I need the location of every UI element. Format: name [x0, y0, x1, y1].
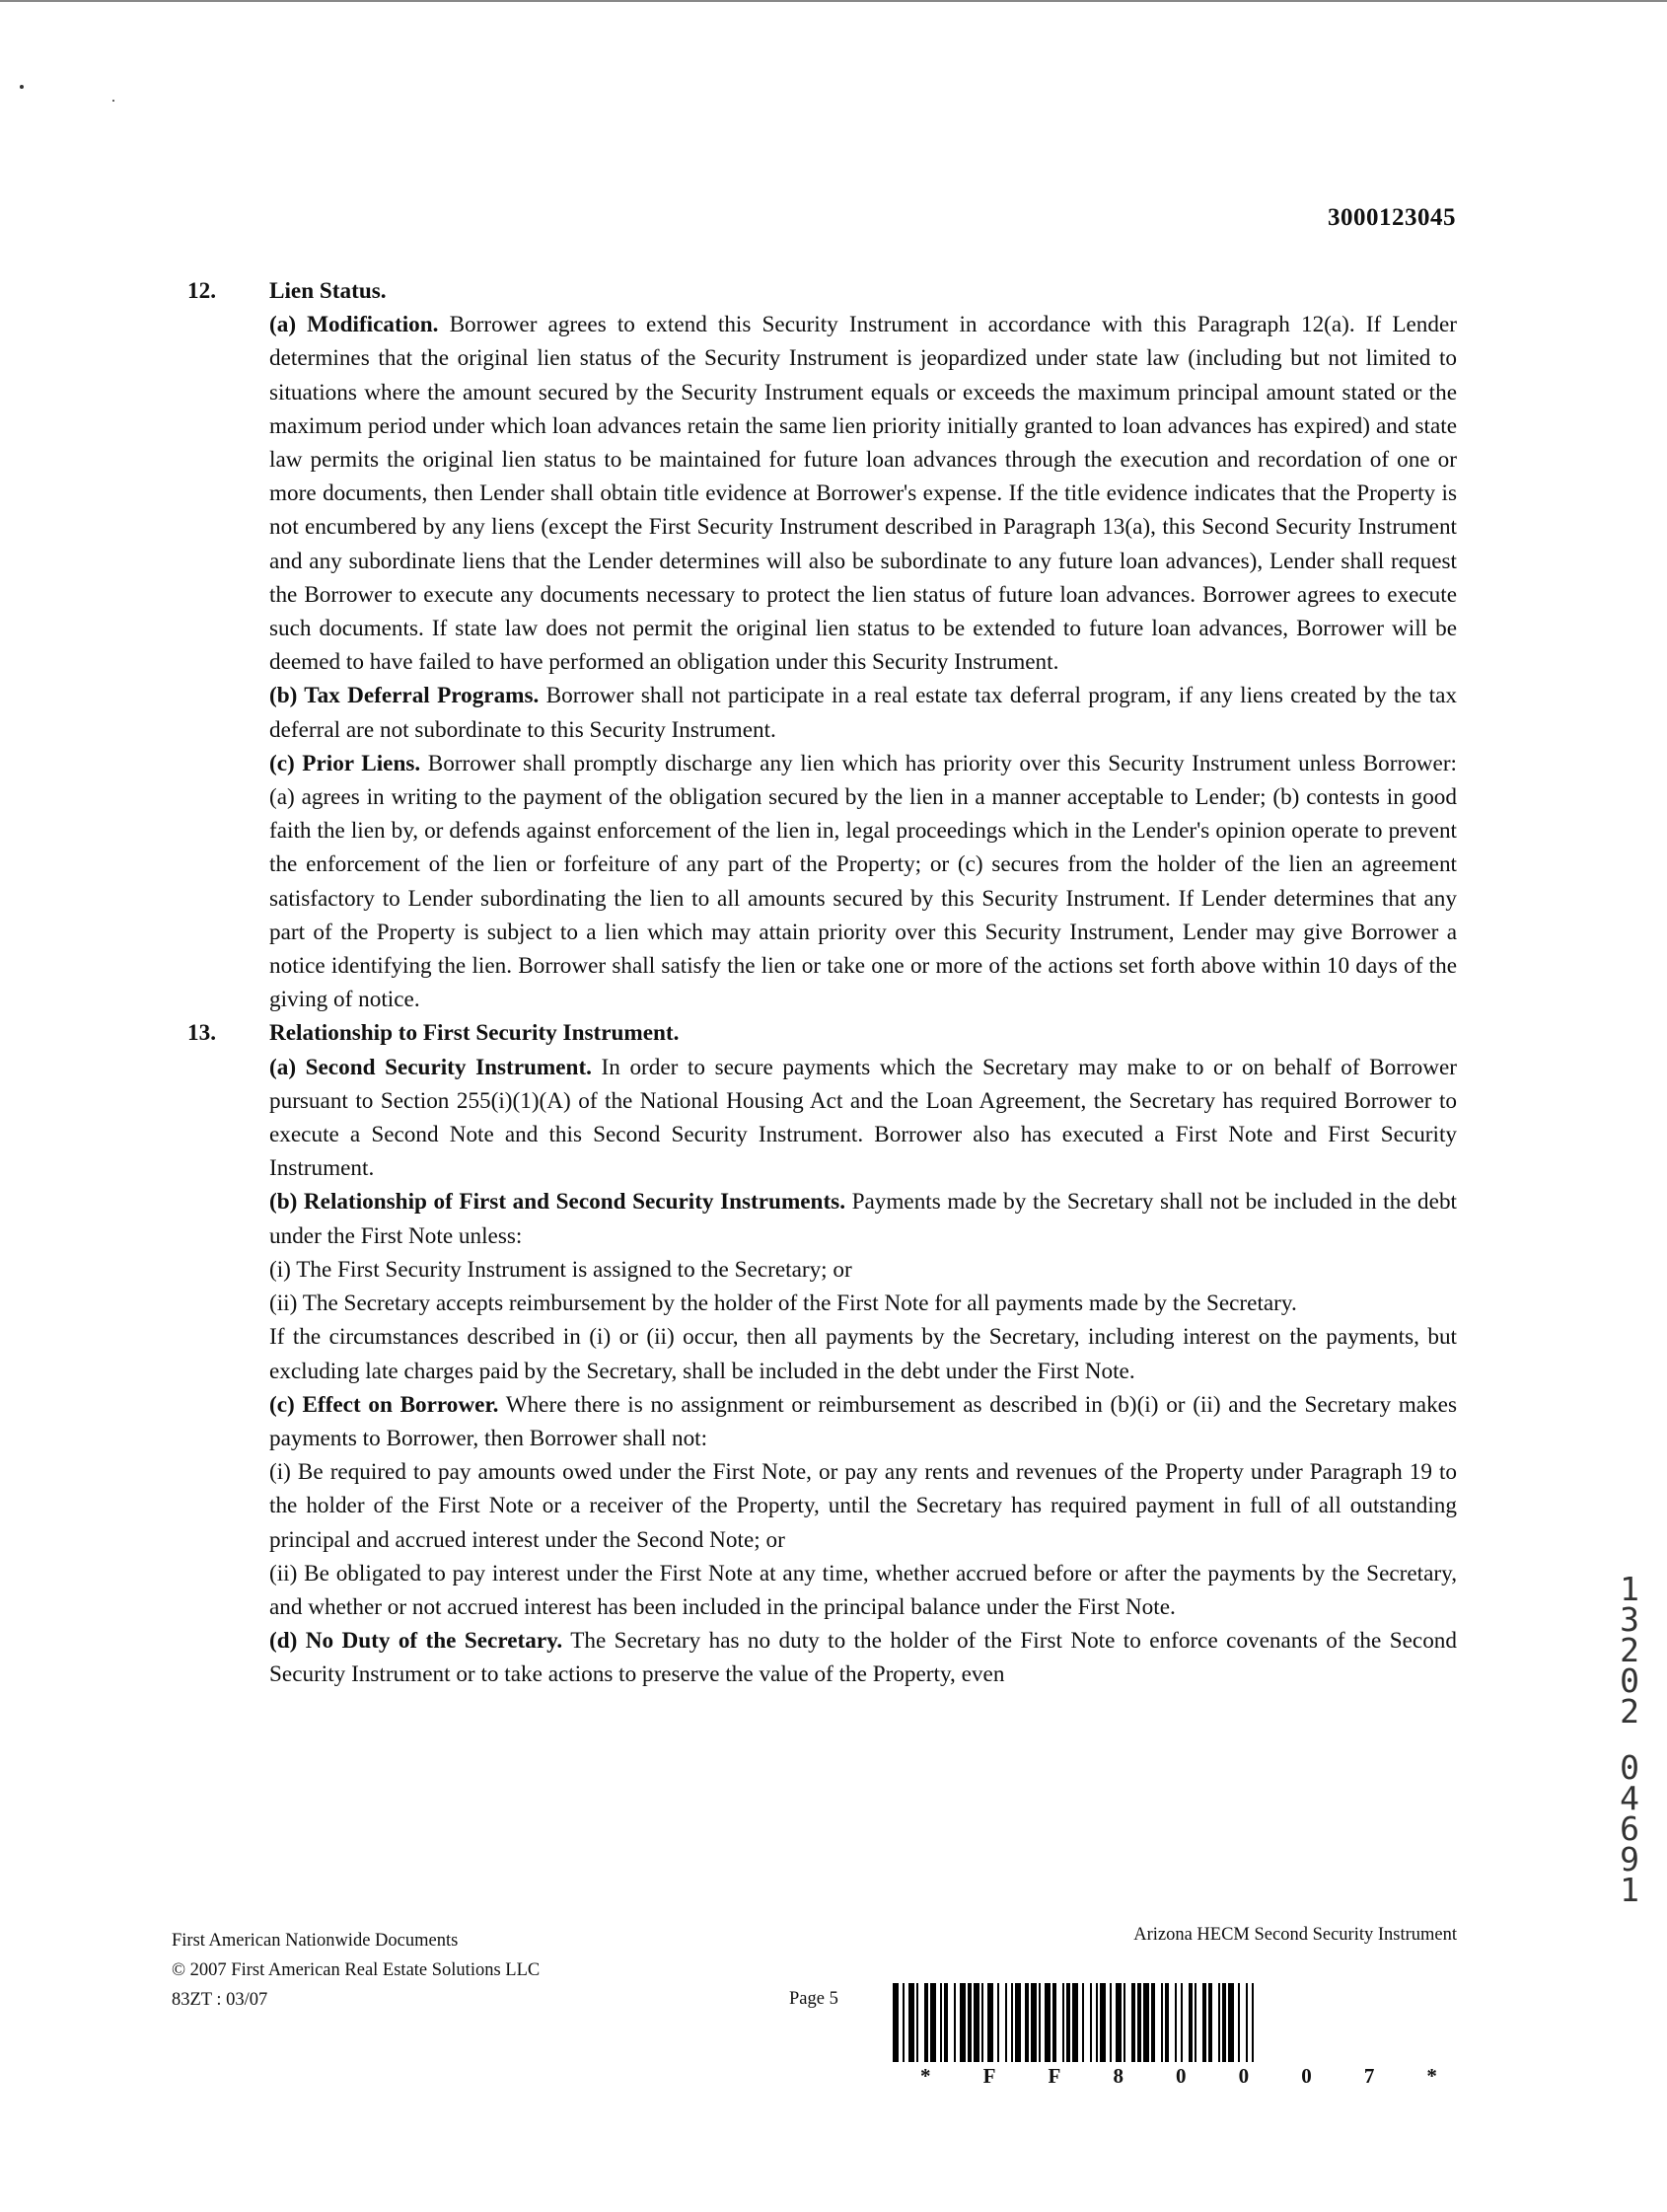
section-12	[187, 274, 1457, 1016]
margin-stamp-digit: 4	[1620, 1779, 1639, 1817]
barcode-char: *	[920, 2064, 931, 2088]
paragraph-text: Borrower agrees to extend this Security Instrument in accordance with this Paragraph 12(a). If Lender determines that the original lien status of the Security Instrument is jeopardized under state law (including but not limited to situations where the amount secured by the Security Instrument equals or exceeds the maximum principal amount stated or the maximum period under which loan advances retain the same lien priority initially granted to loan advances has expired) and state law permits the original lien status to be maintained for future loan advances through the execution and recordation of one or more documents, then Lender shall obtain title evidence at Borrower's expense. If the title evidence indicates that the Property is not encumbered by any liens (except the First Security Instrument described in Paragraph 13(a), this Second Security Instrument and any subordinate liens that the Lender determines will also be subordinate to any future loan advances), Lender shall request the Borrower to execute any documents necessary to protect the lien status of future loan advances. Borrower agrees to execute such documents. If state law does not permit the original lien status to be extended to future loan advances, Borrower will be deemed to have failed to have performed an obligation under this Security Instrument.	[269, 312, 1457, 676]
document-body	[187, 274, 1457, 1692]
scan-border-line	[0, 0, 1667, 2]
margin-stamp	[1616, 1570, 1643, 1909]
barcode-char: F	[1048, 2064, 1061, 2088]
paragraph-text: Borrower shall not participate in a real estate tax deferral program, if any liens created by the tax deferral are not subordinate to this Security Instrument.	[269, 683, 1457, 743]
barcode-char: 0	[1238, 2064, 1250, 2088]
paragraph-13b	[269, 1185, 1457, 1252]
margin-stamp-digit: 2	[1620, 1692, 1639, 1731]
paragraph-heading: (b) Relationship of First and Second Security Instruments.	[269, 1189, 845, 1216]
paragraph-heading: (d) No Duty of the Secretary.	[269, 1628, 563, 1655]
scan-speck	[20, 85, 24, 89]
paragraph-text: Where there is no assignment or reimbursement as described in (b)(i) or (ii) and the Secretary makes payments to Borrower, then Borrower shall not:	[269, 1391, 1457, 1451]
footer-form-title: Arizona HECM Second Security Instrument	[1133, 1925, 1457, 1945]
paragraph-13a	[269, 1051, 1457, 1186]
barcode-char: 0	[1176, 2064, 1187, 2088]
barcode-char: *	[1426, 2064, 1437, 2088]
paragraph-heading: (b) Tax Deferral Programs.	[269, 683, 540, 709]
barcode-bars	[893, 1983, 1451, 2062]
paragraph-heading: (c) Effect on Borrower.	[269, 1391, 499, 1418]
footer-left	[172, 1926, 540, 2015]
paragraph-12a	[269, 308, 1457, 679]
paragraph-heading: (a) Modification.	[269, 312, 439, 338]
margin-stamp-digit: 1	[1620, 1871, 1639, 1909]
footer-publisher: First American Nationwide Documents	[172, 1931, 459, 1951]
section-12-header	[187, 274, 1457, 308]
clause-13c-i: (i) Be required to pay amounts owed under the First Note, or pay any rents and revenues of the Property under Paragraph 19 to the holder of the First Note or a receiver of the Property, until the Secretary has required payment in full of all outstanding principal and accrued interest under the Second Note; or	[269, 1459, 1457, 1553]
paragraph-13c	[269, 1388, 1457, 1455]
margin-stamp-digit: 9	[1620, 1840, 1639, 1879]
barcode-space	[1254, 1983, 1260, 2062]
paragraph-heading: (c) Prior Liens.	[269, 750, 421, 776]
barcode-char: 8	[1113, 2064, 1123, 2088]
section-number: 12.	[187, 278, 216, 304]
section-13-header	[187, 1016, 1457, 1050]
clause-13b-ii: (ii) The Secretary accepts reimbursement by the holder of the First Note for all payments made by the Secretary.	[269, 1290, 1297, 1317]
margin-stamp-digit: 3	[1620, 1600, 1639, 1639]
margin-stamp-digit: 0	[1620, 1748, 1639, 1787]
barcode	[893, 1983, 1451, 2089]
section-13	[187, 1016, 1457, 1691]
footer-form-code: 83ZT : 03/07	[172, 1990, 268, 2010]
margin-stamp-digit: 1	[1620, 1570, 1639, 1608]
document-number: 3000123045	[1328, 204, 1456, 231]
margin-stamp-digit: 0	[1620, 1661, 1639, 1700]
barcode-char: 7	[1363, 2064, 1375, 2088]
section-title: Lien Status.	[269, 278, 387, 304]
paragraph-12c	[269, 747, 1457, 1017]
paragraph-text: In order to secure payments which the Secretary may make to or on behalf of Borrower pursuant to Section 255(i)(1)(A) of the National Housing Act and the Loan Agreement, the Secretary has required Borrower to execute a Second Note and this Second Security Instrument. Borrower also has executed a First Note and First Security Instrument.	[269, 1054, 1458, 1182]
paragraph-text: Payments made by the Secretary shall not be included in the debt under the First Note unless:	[269, 1189, 1457, 1249]
clause-13b-i: (i) The First Security Instrument is assigned to the Secretary; or	[269, 1256, 852, 1283]
margin-stamp-digit: 2	[1620, 1631, 1639, 1669]
paragraph-text: The Secretary has no duty to the holder of the First Note to enforce covenants of the Second Security Instrument or to take actions to preserve the value of the Property, even	[269, 1628, 1457, 1688]
paragraph-13b-followup: If the circumstances described in (i) or (ii) occur, then all payments by the Secretary, including interest on the payments, but excluding late charges paid by the Secretary, shall be included in the debt under the First Note.	[269, 1324, 1457, 1384]
scan-speck	[112, 100, 114, 102]
paragraph-12b	[269, 679, 1457, 746]
page-number: Page 5	[789, 1989, 838, 2009]
paragraph-13d	[269, 1624, 1457, 1691]
barcode-caption	[893, 2062, 1451, 2089]
paragraph-text: Borrower shall promptly discharge any lien which has priority over this Security Instrument unless Borrower: (a) agrees in writing to the payment of the obligation secured by the lien in a manner acceptable to Lender; (b) contests in good faith the lien by, or defends against enforcement of the lien in, legal proceedings which in the Lender's opinion operate to prevent the enforcement of the lien or forfeiture of any part of the Property; or (c) secures from the holder of the lien an agreement satisfactory to Lender subordinating the lien to all amounts secured by this Security Instrument. If Lender determines that any part of the Property is subject to a lien which may attain priority over this Security Instrument, Lender may give Borrower a notice identifying the lien. Borrower shall satisfy the lien or take one or more of the actions set forth above within 10 days of the giving of notice.	[269, 750, 1457, 1013]
section-number: 13.	[187, 1020, 216, 1047]
barcode-char: 0	[1301, 2064, 1312, 2088]
footer-copyright: © 2007 First American Real Estate Solutions LLC	[172, 1960, 541, 1980]
clause-13c-ii: (ii) Be obligated to pay interest under the First Note at any time, whether accrued before or after the payments by the Secretary, and whether or not accrued interest has been included in the principal balance under the First Note.	[269, 1560, 1457, 1620]
margin-stamp-digit: 6	[1620, 1809, 1639, 1848]
paragraph-heading: (a) Second Security Instrument.	[269, 1054, 592, 1080]
barcode-char: F	[982, 2064, 996, 2088]
section-title: Relationship to First Security Instrument.	[269, 1020, 680, 1047]
